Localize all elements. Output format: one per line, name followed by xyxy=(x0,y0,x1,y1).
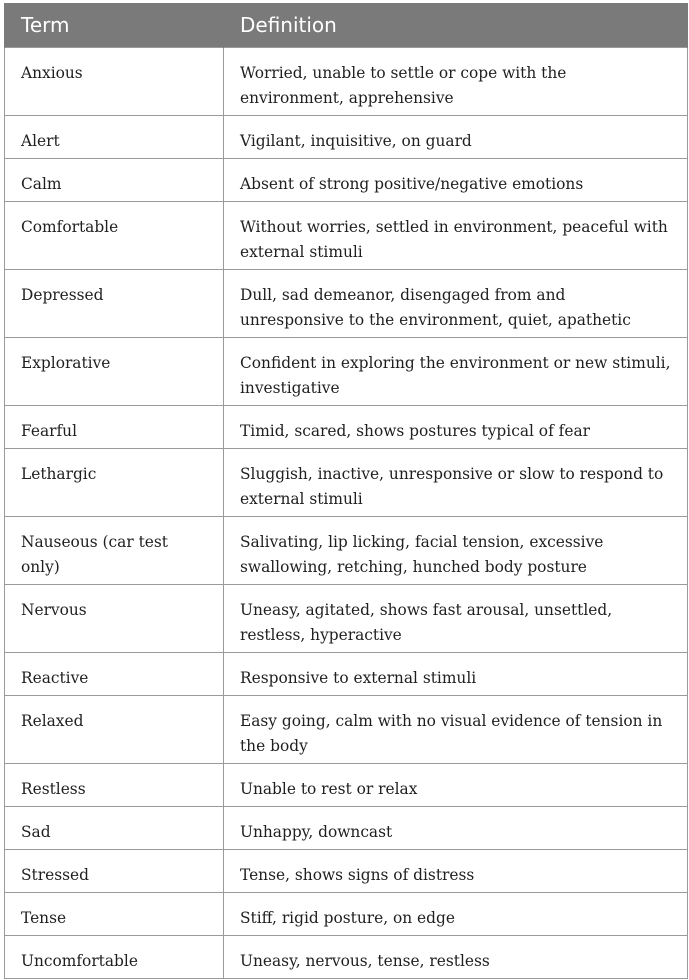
table-row xyxy=(5,696,688,764)
term-cell: Fearful xyxy=(5,406,224,449)
table-row xyxy=(5,517,688,585)
table-row xyxy=(5,807,688,850)
definition-cell: Salivating, lip licking, facial tension, excessive swallowing, retching, hunched body posture xyxy=(224,517,688,585)
definition-cell: Absent of strong positive/negative emotions xyxy=(224,159,688,202)
definition-cell: Easy going, calm with no visual evidence of tension in the body xyxy=(224,696,688,764)
term-cell: Tense xyxy=(5,893,224,936)
term-cell: Alert xyxy=(5,116,224,159)
table-row xyxy=(5,585,688,653)
term-cell: Restless xyxy=(5,764,224,807)
definition-cell: Without worries, settled in environment, peaceful with external stimuli xyxy=(224,202,688,270)
table-row xyxy=(5,338,688,406)
header-row xyxy=(5,3,688,48)
definition-cell: Responsive to external stimuli xyxy=(224,653,688,696)
definition-cell: Worried, unable to settle or cope with the environment, apprehensive xyxy=(224,48,688,116)
definition-cell: Stiff, rigid posture, on edge xyxy=(224,893,688,936)
table-row xyxy=(5,406,688,449)
table-row xyxy=(5,850,688,893)
term-cell: Calm xyxy=(5,159,224,202)
table-row xyxy=(5,653,688,696)
term-cell: Sad xyxy=(5,807,224,850)
definition-cell: Timid, scared, shows postures typical of fear xyxy=(224,406,688,449)
table-row xyxy=(5,764,688,807)
term-cell: Relaxed xyxy=(5,696,224,764)
term-cell: Uncomfortable xyxy=(5,936,224,979)
term-cell: Lethargic xyxy=(5,449,224,517)
term-cell: Depressed xyxy=(5,270,224,338)
definition-cell: Dull, sad demeanor, disengaged from and unresponsive to the environment, quiet, apathetic xyxy=(224,270,688,338)
table-row xyxy=(5,48,688,116)
table-header xyxy=(5,3,688,48)
terms-table xyxy=(4,3,688,979)
term-cell: Explorative xyxy=(5,338,224,406)
table-row xyxy=(5,270,688,338)
term-cell: Nauseous (car test only) xyxy=(5,517,224,585)
table-row xyxy=(5,202,688,270)
term-cell: Stressed xyxy=(5,850,224,893)
table-row xyxy=(5,159,688,202)
table-body xyxy=(5,48,688,979)
table-row xyxy=(5,936,688,979)
definition-cell: Uneasy, nervous, tense, restless xyxy=(224,936,688,979)
table-row xyxy=(5,893,688,936)
definition-cell: Unable to rest or relax xyxy=(224,764,688,807)
term-cell: Reactive xyxy=(5,653,224,696)
table-row xyxy=(5,449,688,517)
definition-cell: Unhappy, downcast xyxy=(224,807,688,850)
definition-cell: Sluggish, inactive, unresponsive or slow to respond to external stimuli xyxy=(224,449,688,517)
term-cell: Nervous xyxy=(5,585,224,653)
definition-cell: Vigilant, inquisitive, on guard xyxy=(224,116,688,159)
definition-cell: Uneasy, agitated, shows fast arousal, unsettled, restless, hyperactive xyxy=(224,585,688,653)
header-definition: Definition xyxy=(224,3,688,48)
header-term: Term xyxy=(5,3,224,48)
table-row xyxy=(5,116,688,159)
term-cell: Anxious xyxy=(5,48,224,116)
definition-cell: Confident in exploring the environment or new stimuli, investigative xyxy=(224,338,688,406)
term-cell: Comfortable xyxy=(5,202,224,270)
definition-cell: Tense, shows signs of distress xyxy=(224,850,688,893)
